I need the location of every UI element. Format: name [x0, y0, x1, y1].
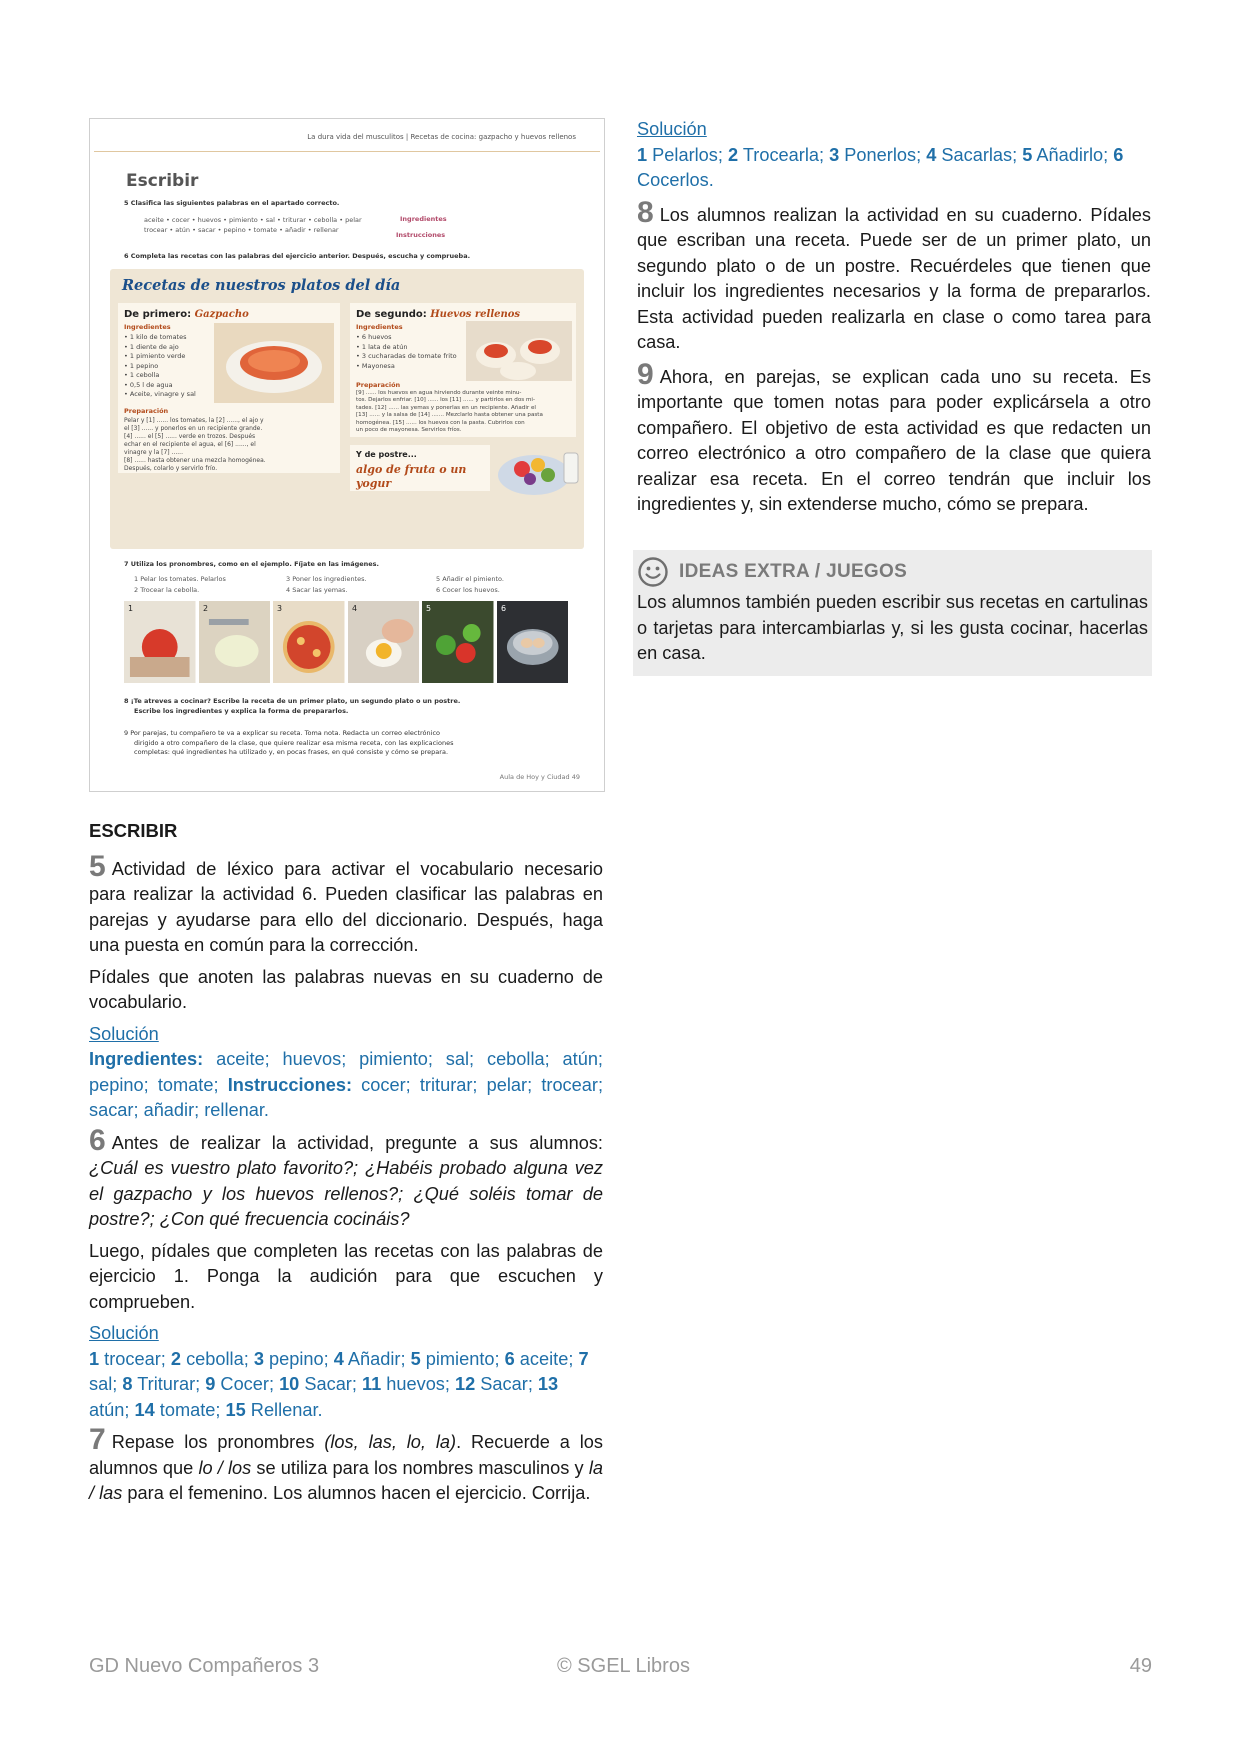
extra-ideas-box — [633, 550, 1152, 676]
thumb-ex5-words2: trocear • atún • sacar • pepino • tomate • añadir • rellenar — [144, 226, 339, 234]
left-column — [89, 818, 603, 1513]
huevos-title: De segundo: Huevos rellenos — [356, 309, 521, 320]
thumb-ex7-item: 6 Cocer los huevos. — [436, 586, 500, 594]
activity-6-solution: 1 trocear; 2 cebolla; 3 pepino; 4 Añadir; 5 pimiento; 6 aceite; 7 sal; 8 Triturar; 9 Cocer; 10 Sacar; 11 huevos; 12 Sacar; 13 atún; 14 tomate; 15 Rellenar. — [89, 1348, 589, 1420]
svg-text:3: 3 — [276, 603, 283, 614]
activity-9 — [637, 357, 1151, 518]
activity-9-text: Ahora, en parejas, se explican cada uno su receta. Es importante que tomen notas para poder explicársela a otro compañero. El objetivo de esta actividad es que redacten un correo electrónico a otro compañero de la clase que quiera realizar esa receta. En el correo tendrán que incluir los ingredientes y, sin extenderse mucho, cómo se prepara. — [637, 366, 1151, 514]
smiley-icon — [637, 556, 669, 588]
thumb-ex7: 7 Utiliza los pronombres, como en el ejemplo. Fíjate en las imágenes. — [124, 560, 380, 568]
activity-number: 7 — [89, 1423, 106, 1456]
svg-text:1: 1 — [127, 603, 134, 614]
svg-text:6: 6 — [500, 603, 506, 614]
gazpacho-prep: Pelar y [1] ...... los tomates, la [2] ......, el ajo y el [3] ...... y ponerlos en un recipiente grande. [4] ...... el [5] ...... verde en trozos. Después echar en el recipiente el agua, el [6] ......, el vinagre y la [7] ...... [8] ...... hasta obtener una mezcla homogénea. Después, colarlo y servirlo frío. — [124, 417, 266, 472]
thumb-ex7-item: 5 Añadir el pimiento. — [436, 575, 504, 583]
huevos-prep: [9] ...... los huevos en agua hirviendo durante veinte minu- tos. Dejarlos enfriar. [10] ...... los [11] ...... y partirlos en dos mi- tades. [12] ...... las yemas y ponerlas en un recipiente. Añadir el [13] ...... y la salsa de [14] ....... Mezclarlo hasta obtener una pasta homogénea. [15] ...... los huevos con la pasta. Cubrirlos con un poco de mayonesa. Servirlos fríos. — [356, 390, 543, 434]
svg-text:5: 5 — [425, 603, 432, 614]
thumb-ex5: 5 Clasifica las siguientes palabras en el apartado correcto. — [124, 199, 340, 207]
thumb-ex7-item: 3 Poner los ingredientes. — [286, 575, 367, 583]
textbook-page-image — [89, 118, 605, 792]
thumb-ex7-item: 1 Pelar los tomates. Pelarlos — [134, 575, 226, 583]
extra-ideas-text: Los alumnos también pueden escribir sus recetas en cartulinas o tarjetas para intercambiarlas y, si les gusta cocinar, hacerlas en casa. — [637, 592, 1148, 663]
activity-number: 5 — [89, 849, 106, 883]
thumb-ex7-item: 4 Sacar las yemas. — [286, 586, 348, 594]
thumb-photo-strip — [124, 601, 568, 683]
photo-adding-pepper — [422, 601, 494, 683]
dessert-name: algo de fruta o un yogur — [356, 463, 467, 490]
solution-label: Solución — [637, 119, 707, 139]
huevos-photo — [466, 321, 572, 381]
photo-boiling-eggs — [497, 601, 569, 683]
footer-book-title: GD Nuevo Compañeros 3 — [89, 1655, 320, 1677]
activity-number: 6 — [89, 1123, 106, 1157]
activity-5 — [89, 849, 603, 959]
activity-7: 7 Repase los pronombres (los, las, lo, la). Recuerde a los alumnos que lo / los se utiliza para los nombres masculinos y la / las para el femenino. Los alumnos hacen el ejercicio. Corrija. — [89, 1423, 603, 1503]
svg-text:4: 4 — [351, 603, 357, 614]
gazpacho-ingredients: • 1 kilo de tomates • 1 diente de ajo • 1 pimiento verde • 1 pepino • 1 cebolla • 0,5 l de agua • Aceite, vinagre y sal — [124, 333, 196, 398]
footer-page-number: 49 — [1129, 1655, 1152, 1677]
photo-peeling-tomato — [124, 601, 196, 683]
activity-5-solution: Ingredientes: aceite; huevos; pimiento; sal; cebolla; atún; pepino; tomate; Instrucciones: cocer; triturar; pelar; trocear; sacar; añadir; rellenar. — [89, 1049, 603, 1120]
activity-6-note: Luego, pídales que completen las recetas con las palabras de ejercicio 1. Ponga la audición para que escuchen y comprueben. — [89, 1240, 603, 1312]
solution-label: Solución — [89, 1323, 159, 1343]
huevos-prep-label: Preparación — [356, 381, 401, 389]
thumb-ex8: 8 ¡Te atreves a cocinar? Escribe la receta de un primer plato, un segundo plato o un postre. Escribe los ingredientes y explica la forma de prepararlos. — [124, 697, 461, 715]
dessert-prefix: Y de postre... — [356, 450, 417, 459]
thumb-ex6: 6 Completa las recetas con las palabras del ejercicio anterior. Después, escucha y comprueba. — [124, 252, 471, 260]
recipes-card-title: Recetas de nuestros platos del día — [122, 277, 401, 294]
right-column — [637, 117, 1151, 524]
activity-number: 8 — [637, 195, 654, 229]
photo-pizza-ingredients — [273, 601, 345, 683]
gazpacho-ingredients-label: Ingredientes — [124, 323, 171, 331]
dessert-photo — [494, 439, 580, 501]
gazpacho-prep-label: Preparación — [124, 407, 169, 415]
thumb-ex5-cat2: Instrucciones — [396, 231, 446, 239]
solution-label: Solución — [89, 1023, 159, 1044]
recipes-card — [110, 269, 584, 549]
thumb-ex7-item: 2 Trocear la cebolla. — [134, 586, 200, 594]
extra-ideas-title: IDEAS EXTRA / JUEGOS — [679, 561, 908, 583]
gazpacho-photo — [214, 323, 334, 403]
activity-5-text: Actividad de léxico para activar el vocabulario necesario para realizar la actividad 6. Pueden clasificar las palabras en parejas y ayudarse para ello del diccionario. Después, haga una puesta en común para la corrección. — [89, 858, 603, 955]
thumb-ex5-cat1: Ingredientes — [400, 215, 447, 223]
thumb-section-title: Escribir — [126, 171, 199, 191]
huevos-box — [350, 303, 576, 437]
thumb-footer: Aula de Hoy y Ciudad 49 — [499, 773, 580, 781]
activity-7-solution: 1 Pelarlos; 2 Trocearla; 3 Ponerlos; 4 Sacarlas; 5 Añadirlo; 6 Cocerlos. — [637, 144, 1124, 190]
activity-8-text: Los alumnos realizan la actividad en su cuaderno. Pídales que escriban una receta. Puede ser de un primer plato, un segundo plato o de un postre. Recuérdeles que tienen que incluir los ingredientes necesarios y la forma de prepararlos. Esta actividad pueden realizarla en clase o como tarea para casa. — [637, 204, 1151, 352]
activity-8 — [637, 195, 1151, 356]
activity-6 — [89, 1123, 603, 1233]
section-title: ESCRIBIR — [89, 820, 178, 841]
svg-text:2: 2 — [202, 603, 208, 614]
extra-ideas-header — [633, 550, 1152, 588]
activity-number: 9 — [637, 357, 654, 391]
photo-chopping-onion — [199, 601, 271, 683]
thumb-header: La dura vida del musculitos | Recetas de cocina: gazpacho y huevos rellenos — [307, 133, 576, 141]
activity-5-note: Pídales que anoten las palabras nuevas en su cuaderno de vocabulario. — [89, 966, 603, 1012]
photo-egg-yolk — [348, 601, 420, 683]
footer-copyright: © SGEL Libros — [557, 1655, 690, 1677]
thumb-ex5-words1: aceite • cocer • huevos • pimiento • sal • triturar • cebolla • pelar — [144, 216, 362, 224]
thumb-ex9: 9 Por parejas, tu compañero te va a explicar su receta. Toma nota. Redacta un correo electrónico dirigido a otro compañero de la clase, que quiere realizar esa misma receta, con las explicaciones completas: qué ingredientes ha utilizado y, en pocas frases, en qué consiste y cómo se prepara. — [124, 729, 454, 756]
dessert-box — [350, 445, 490, 491]
huevos-ingredients-label: Ingredientes — [356, 323, 403, 331]
gazpacho-title: De primero: Gazpacho — [124, 309, 249, 320]
activity-6-questions: ¿Cuál es vuestro plato favorito?; ¿Habéis probado alguna vez el gazpacho y los huevos rellenos?; ¿Qué soléis tomar de postre?; ¿Con qué frecuencia cocináis? — [89, 1158, 603, 1229]
gazpacho-box — [118, 303, 340, 473]
activity-6-text: Antes de realizar la actividad, pregunte a sus alumnos: — [111, 1132, 603, 1153]
huevos-ingredients: • 6 huevos • 1 lata de atún • 3 cucharadas de tomate frito • Mayonesa — [356, 333, 457, 370]
